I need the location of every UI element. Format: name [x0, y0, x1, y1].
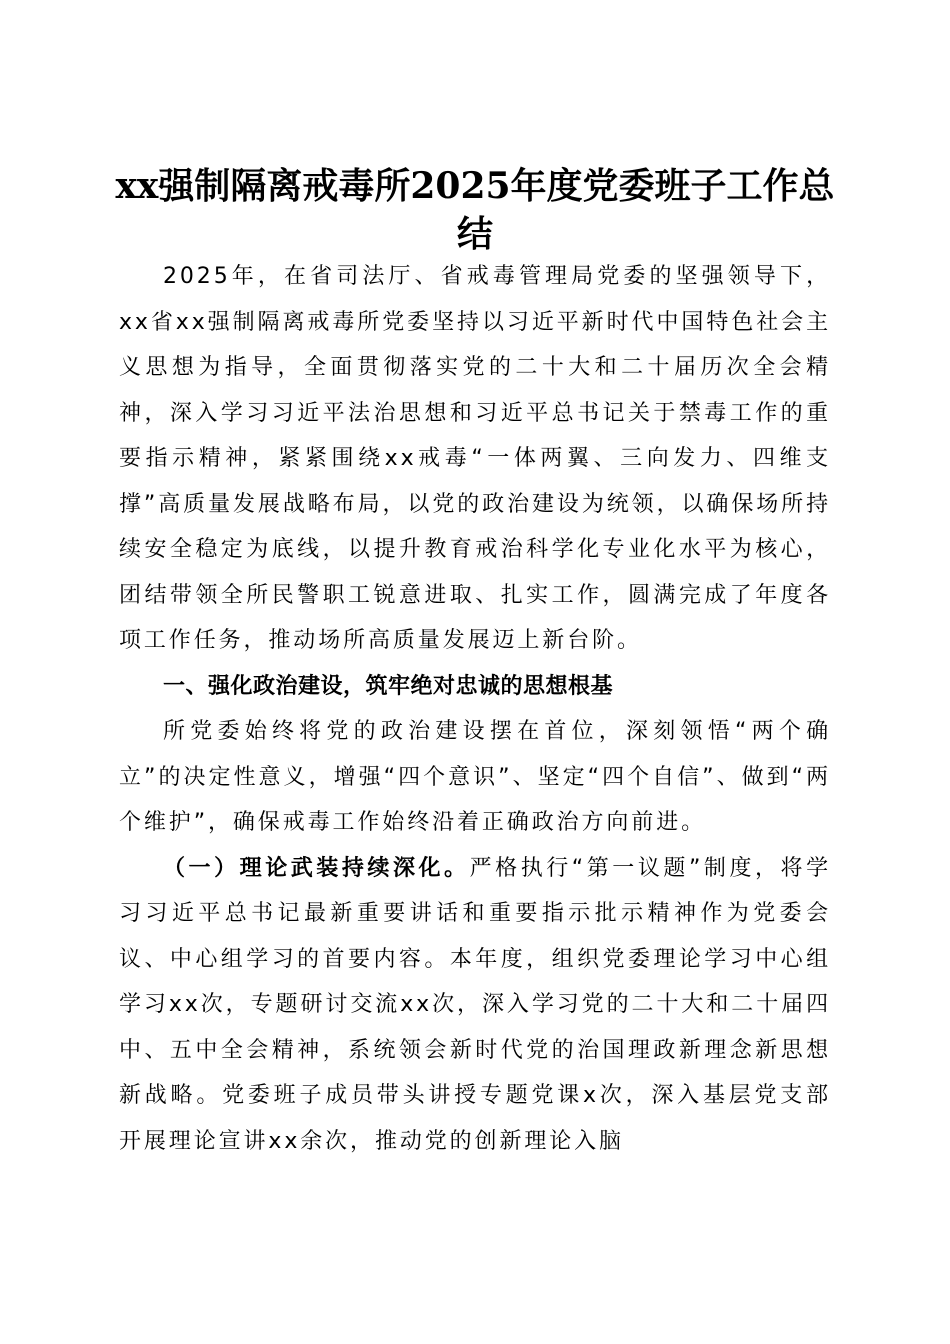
document-title: xx强制隔离戒毒所2025年度党委班子工作总结	[115, 165, 835, 256]
section-heading-1: 一、强化政治建设，筑牢绝对忠诚的思想根基	[163, 673, 614, 699]
subsection-1-lead: （一）理论武装持续深化。	[163, 855, 470, 881]
section-1-paragraph: 所党委始终将党的政治建设摆在首位，深刻领悟“两个确立”的决定性意义，增强“四个意识”、坚定“四个自信”、做到“两个维护”，确保戒毒工作始终沿着正确政治方向前进。	[119, 719, 831, 835]
intro-paragraph: 2025年，在省司法厅、省戒毒管理局党委的坚强领导下，xx省xx强制隔离戒毒所党委坚持以习近平新时代中国特色社会主义思想为指导，全面贯彻落实党的二十大和二十届历次全会精神，深入学习习近平法治思想和习近平总书记关于禁毒工作的重要指示精神，紧紧围绕xx戒毒“一体两翼、三向发力、四维支撑”高质量发展战略布局，以党的政治建设为统领，以确保场所持续安全稳定为底线，以提升教育戒治科学化专业化水平为核心，团结带领全所民警职工锐意进取、扎实工作，圆满完成了年度各项工作任务，推动场所高质量发展迈上新台阶。	[119, 264, 831, 653]
document-body	[119, 254, 831, 1164]
subsection-1-text: 严格执行“第一议题”制度，将学习习近平总书记最新重要讲话和重要指示批示精神作为党委会议、中心组学习的首要内容。本年度，组织党委理论学习中心组学习xx次，专题研讨交流xx次，深入学习党的二十大和二十届四中、五中全会精神，系统领会新时代党的治国理政新理念新思想新战略。党委班子成员带头讲授专题党课x次，深入基层党支部开展理论宣讲xx余次，推动党的创新理论入脑	[119, 855, 832, 1154]
subsection-1-paragraph	[119, 846, 831, 1165]
